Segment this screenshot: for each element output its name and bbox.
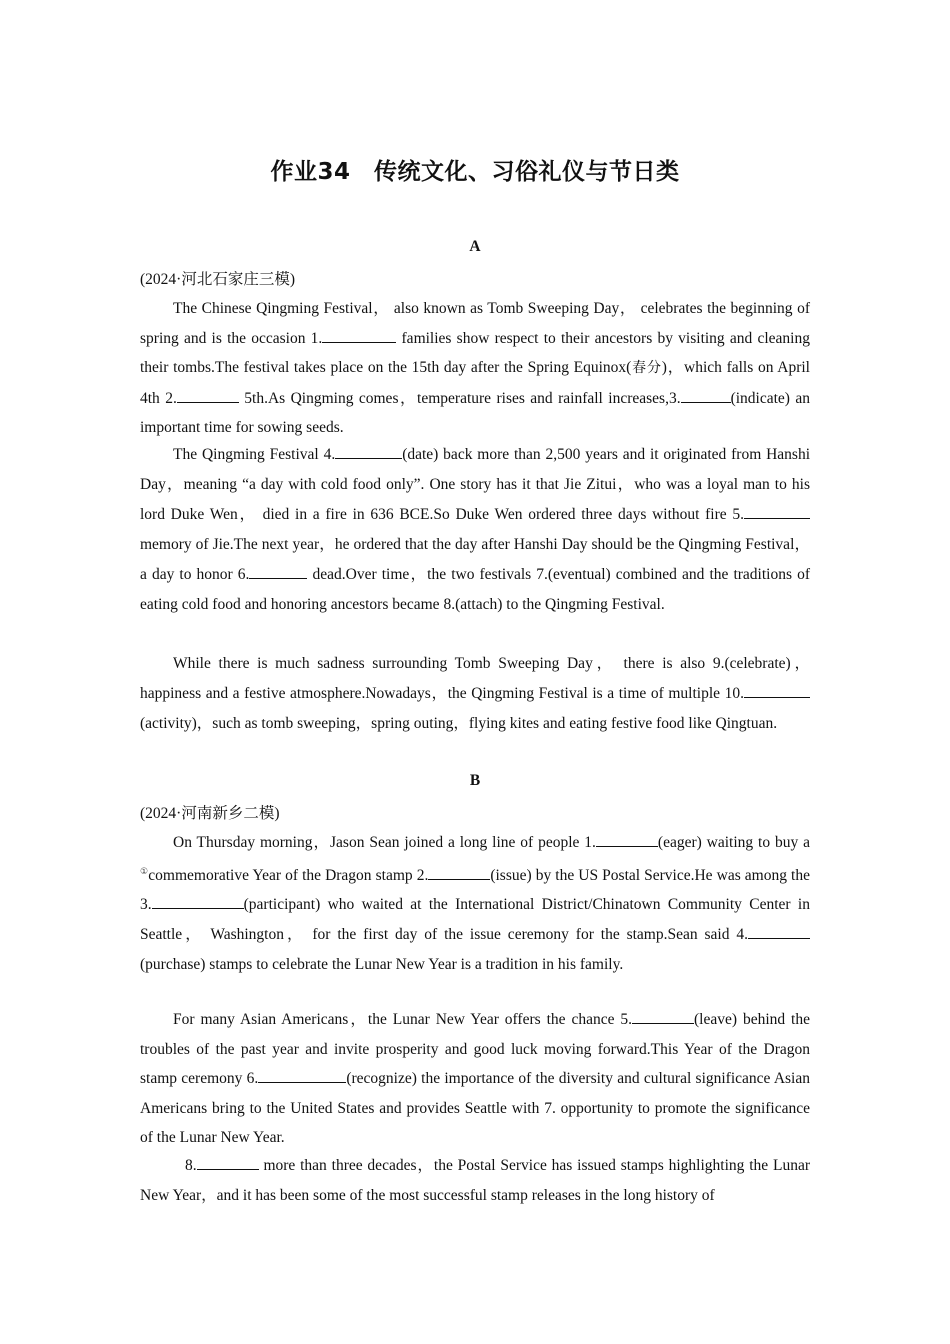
answer-blank-b3[interactable] <box>152 894 244 909</box>
source-note-b: (2024·河南新乡二模) <box>140 805 280 822</box>
text-run: For many Asian Americans，the Lunar New Year offers the chance 5. <box>173 1011 633 1028</box>
paragraph-b1 <box>140 828 810 979</box>
text-run: 5th.As Qingming comes，temperature rises and rainfall increases,3. <box>238 389 681 407</box>
answer-blank-b8[interactable] <box>197 1155 259 1170</box>
footnote-marker: ① <box>140 866 149 877</box>
text-run: commemorative Year of the Dragon stamp 2. <box>148 866 429 884</box>
answer-blank-a3[interactable] <box>681 388 731 403</box>
text-run: (activity)，such as tomb sweeping，spring outing，flying kites and eating festive food like Qingtuan. <box>140 715 778 732</box>
answer-blank-a6[interactable] <box>249 564 307 579</box>
answer-blank-b6[interactable] <box>258 1068 346 1083</box>
paragraph-a1 <box>140 294 810 443</box>
section-label-a: A <box>469 238 481 255</box>
text-run: )，which falls on April 4th 2. <box>140 359 810 407</box>
answer-blank-b1[interactable] <box>596 832 658 847</box>
text-run: While there is much sadness surrounding Tomb Sweeping Day， there is also 9.(celebrate)，happiness and a festive atmosphere.Nowadays，the Qingming Festival is a time of multiple 10. <box>140 655 810 702</box>
text-run: memory of Jie.The next year，he ordered that the day after Hanshi Day should be the Qingming Festival，a day to honor 6. <box>140 536 810 583</box>
section-label-b: B <box>469 772 481 789</box>
text-run: more than three decades，the Postal Service has issued stamps highlighting the Lunar New Year，and it has been some of the most successful stamp releases in the long history of <box>140 1157 810 1204</box>
text-run: (issue) by the US Postal Service.He was among the 3. <box>140 866 810 914</box>
text-run: On Thursday morning，Jason Sean joined a long line of people 1. <box>173 834 596 851</box>
paragraph-b3 <box>140 1151 810 1211</box>
text-run: (participant) who waited at the International District/Chinatown Community Center in Seattle， Washington， for the first day of the issue ceremony for the stamp.Sean said 4. <box>140 896 810 943</box>
text-run: (indicate) an important time for sowing seeds. <box>140 389 811 437</box>
answer-blank-a2[interactable] <box>177 388 239 403</box>
answer-blank-b4[interactable] <box>748 924 810 939</box>
answer-blank-a5[interactable] <box>744 504 810 519</box>
text-run: (date) back more than 2,500 years and it originated from Hanshi Day，meaning “a day with cold food only”. One story has it that Jie Zitui，who was a loyal man to his lord Duke Wen， died in a fire in 636 BCE.So Duke Wen ordered three days without fire 5. <box>140 446 811 523</box>
page-title: 作业34 传统文化、习俗礼仪与节日类 <box>270 159 680 185</box>
paragraph-b2 <box>140 1005 810 1153</box>
text-run: (eager) waiting to buy a <box>657 834 811 851</box>
text-run: (recognize) the importance of the diversity and cultural significance Asian Americans bring to the United States and provides Seattle with 7. opportunity to promote the significance of the Lunar New Year. <box>140 1070 810 1147</box>
text-run: The Qingming Festival 4. <box>173 446 336 463</box>
answer-blank-b2[interactable] <box>428 865 490 880</box>
source-note-a: (2024·河北石家庄三模) <box>140 271 295 288</box>
answer-blank-a1[interactable] <box>322 328 396 343</box>
text-run-chinese: 春分 <box>631 360 662 377</box>
text-run: dead.Over time，the two festivals 7.(eventual) combined and the traditions of eating cold food and honoring ancestors became 8.(attach) to the Qingming Festival. <box>140 566 811 613</box>
answer-blank-a4[interactable] <box>335 444 402 459</box>
paragraph-a2 <box>140 440 810 620</box>
text-run: 8. <box>185 1157 197 1174</box>
answer-blank-a10[interactable] <box>744 683 810 698</box>
text-run: The Chinese Qingming Festival， also known as Tomb Sweeping Day， celebrates the beginning of spring and is the occasion 1. <box>140 300 810 347</box>
paragraph-a3 <box>140 649 810 739</box>
text-run: (leave) behind the troubles of the past year and invite prosperity and good luck moving forward.This Year of the Dragon stamp ceremony 6. <box>140 1011 810 1088</box>
answer-blank-b5[interactable] <box>632 1009 694 1024</box>
text-run: (purchase) stamps to celebrate the Lunar New Year is a tradition in his family. <box>140 955 624 973</box>
text-run: families show respect to their ancestors by visiting and cleaning their tombs.The festival takes place on the 15th day after the Spring Equinox( <box>140 329 810 377</box>
